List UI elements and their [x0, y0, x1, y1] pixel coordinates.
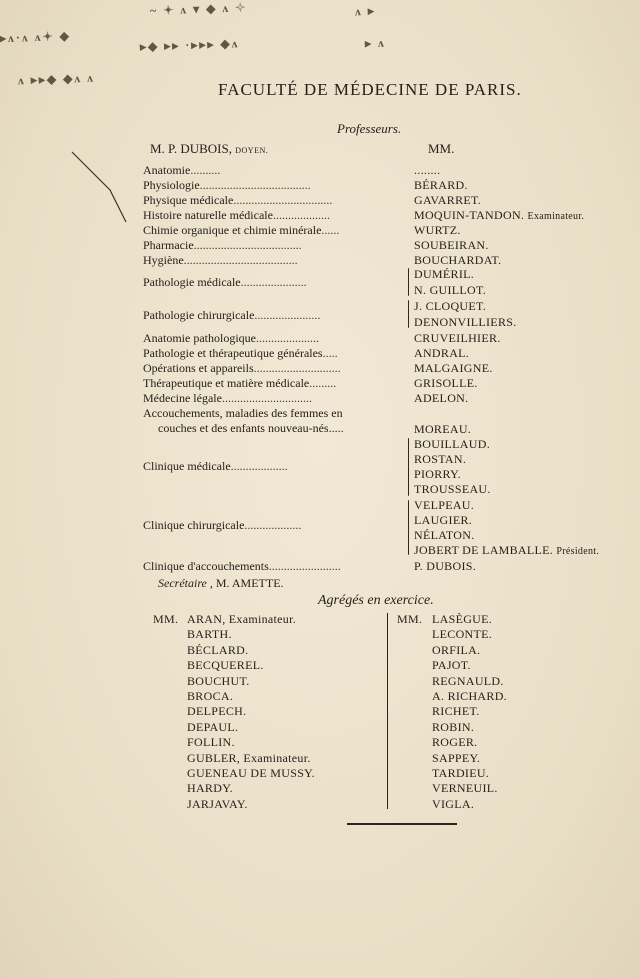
list-item: TARDIEU.	[432, 766, 490, 781]
chair-subject: Physiologie.....................................	[143, 178, 311, 192]
agreges-right-prefix: MM.	[397, 612, 423, 626]
list-item: DELPECH.	[187, 704, 247, 719]
chair-subject: Physique médicale.................................	[143, 193, 333, 207]
chair-holder: GAVARRET.	[414, 193, 482, 207]
list-item: FOLLIN.	[187, 735, 235, 750]
list-item: A. RICHARD.	[432, 689, 507, 704]
dean-name: M. P. DUBOIS,	[150, 141, 232, 156]
list-item: BOUCHUT.	[187, 673, 250, 688]
chair-subject-continued: couches et des enfants nouveau-nés.....	[158, 421, 344, 435]
chair-subject: Clinique chirurgicale...................	[143, 518, 302, 532]
chair-holder: BÉRARD.	[414, 178, 468, 192]
chair-holder: ANDRAL.	[414, 346, 470, 360]
list-item: GUENEAU DE MUSSY.	[187, 766, 315, 781]
brace	[408, 500, 409, 555]
chair-subject: Thérapeutique et matière médicale.........	[143, 376, 337, 390]
chair-holder: JOBERT DE LAMBALLE. Président.	[414, 543, 600, 557]
bleed-through-marks: ᴧ ▸▸◆ ◆ᴧ ᴧ	[17, 70, 96, 88]
chair-subject: Clinique d'accouchements........................	[143, 559, 341, 573]
page-title: FACULTÉ DE MÉDECINE DE PARIS.	[218, 80, 522, 99]
chair-holder: ROSTAN.	[414, 452, 467, 466]
chair-holder: MOREAU.	[414, 422, 472, 436]
chair-holder: PIORRY.	[414, 467, 461, 481]
chair-subject: Pathologie chirurgicale......................	[143, 308, 321, 322]
list-item: ROBIN.	[432, 719, 475, 734]
chair-subject: Anatomie pathologique.....................	[143, 331, 319, 345]
chair-holder: VELPEAU.	[414, 498, 475, 512]
list-item: SAPPEY.	[432, 750, 481, 765]
chair-holder: DENONVILLIERS.	[414, 315, 517, 329]
dean-title: DOYEN.	[235, 146, 269, 155]
chair-holder: LAUGIER.	[414, 513, 473, 527]
brace	[408, 438, 409, 496]
dean-line	[150, 141, 268, 157]
list-item: LECONTE.	[432, 627, 493, 642]
chair-subject: Anatomie..........	[143, 163, 221, 177]
list-item: VIGLA.	[432, 796, 475, 811]
chair-subject: Histoire naturelle médicale...................	[143, 208, 330, 222]
chair-holder: J. CLOQUET.	[414, 299, 487, 313]
list-item: VERNEUIL.	[432, 781, 498, 796]
chair-holder: BOUCHARDAT.	[414, 253, 502, 267]
chair-holder: BOUILLAUD.	[414, 437, 490, 451]
chair-holder: GRISOLLE.	[414, 376, 478, 390]
bleed-through-marks: ▸ ᴧ	[364, 35, 387, 51]
bleed-through-marks: ~ ✦ ᴧ ▾ ◆ ᴧ ✧	[149, 0, 248, 18]
list-item: ORFILA.	[432, 642, 481, 657]
chair-subject: Clinique médicale...................	[143, 459, 288, 473]
secretary-line	[158, 576, 284, 591]
list-item: JARJAVAY.	[187, 796, 248, 811]
examinateur-note: Examinateur.	[527, 211, 585, 222]
chair-holder: NÉLATON.	[414, 528, 475, 542]
brace	[408, 268, 409, 296]
end-rule	[347, 823, 457, 825]
bleed-through-marks: ᴧ ▸	[354, 3, 377, 19]
chair-holder: TROUSSEAU.	[414, 482, 491, 496]
agreges-left-prefix: MM.	[153, 612, 179, 626]
chair-subject: Chimie organique et chimie minérale......	[143, 223, 340, 237]
list-item: PAJOT.	[432, 658, 471, 673]
agreges-heading: Agrégés en exercice.	[318, 593, 434, 608]
list-item: ARAN, Examinateur.	[187, 612, 297, 626]
list-item: BROCA.	[187, 689, 234, 704]
list-item: REGNAULD.	[432, 673, 504, 688]
bleed-through-marks: ▸◆ ▸▸ ·▸▸▸ ◆ᴧ	[139, 36, 240, 54]
chair-subject: Opérations et appareils.............................	[143, 361, 341, 375]
list-item: ROGER.	[432, 735, 478, 750]
chair-subject: Accouchements, maladies des femmes en	[143, 406, 343, 420]
president-note: Président.	[556, 546, 600, 557]
chair-subject: Pathologie et thérapeutique générales.....	[143, 346, 338, 360]
column-divider	[387, 613, 388, 809]
chair-holder: DUMÉRIL.	[414, 267, 475, 281]
secretary-name: M. AMETTE.	[215, 576, 284, 590]
chair-holder: ADELON.	[414, 391, 469, 405]
chair-subject: Pathologie médicale......................	[143, 275, 307, 289]
chair-subject: Médecine légale..............................	[143, 391, 312, 405]
agreges-right-column	[432, 612, 507, 812]
list-item: RICHET.	[432, 704, 480, 719]
list-item: HARDY.	[187, 781, 233, 796]
chair-subject: Pharmacie....................................	[143, 238, 302, 252]
chair-holder: SOUBEIRAN.	[414, 238, 489, 252]
list-item: BÉCLARD.	[187, 642, 249, 657]
agreges-left-column	[187, 612, 315, 812]
professors-heading: Professeurs.	[337, 121, 402, 136]
list-item: GUBLER, Examinateur.	[187, 750, 311, 765]
list-item: BECQUEREL.	[187, 658, 264, 673]
list-item: BARTH.	[187, 627, 232, 642]
chair-holder: P. DUBOIS.	[414, 559, 477, 573]
chair-holder: WURTZ.	[414, 223, 461, 237]
chair-holder: MALGAIGNE.	[414, 361, 493, 375]
mm-label: MM.	[428, 141, 455, 156]
chair-holder: MOQUIN-TANDON. Examinateur.	[414, 208, 585, 222]
chair-holder: ........	[414, 163, 441, 177]
secretary-label: Secrétaire ,	[158, 576, 213, 590]
bleed-through-marks: ▸ᴧ·ᴧ ᴧ✦ ◆	[0, 28, 72, 46]
chair-holder: N. GUILLOT.	[414, 283, 487, 297]
pen-stroke-mark	[70, 150, 140, 230]
list-item: LASÈGUE.	[432, 612, 493, 626]
list-item: DEPAUL.	[187, 719, 239, 734]
chair-holder: CRUVEILHIER.	[414, 331, 501, 345]
brace	[408, 300, 409, 328]
chair-subject: Hygiène......................................	[143, 253, 298, 267]
